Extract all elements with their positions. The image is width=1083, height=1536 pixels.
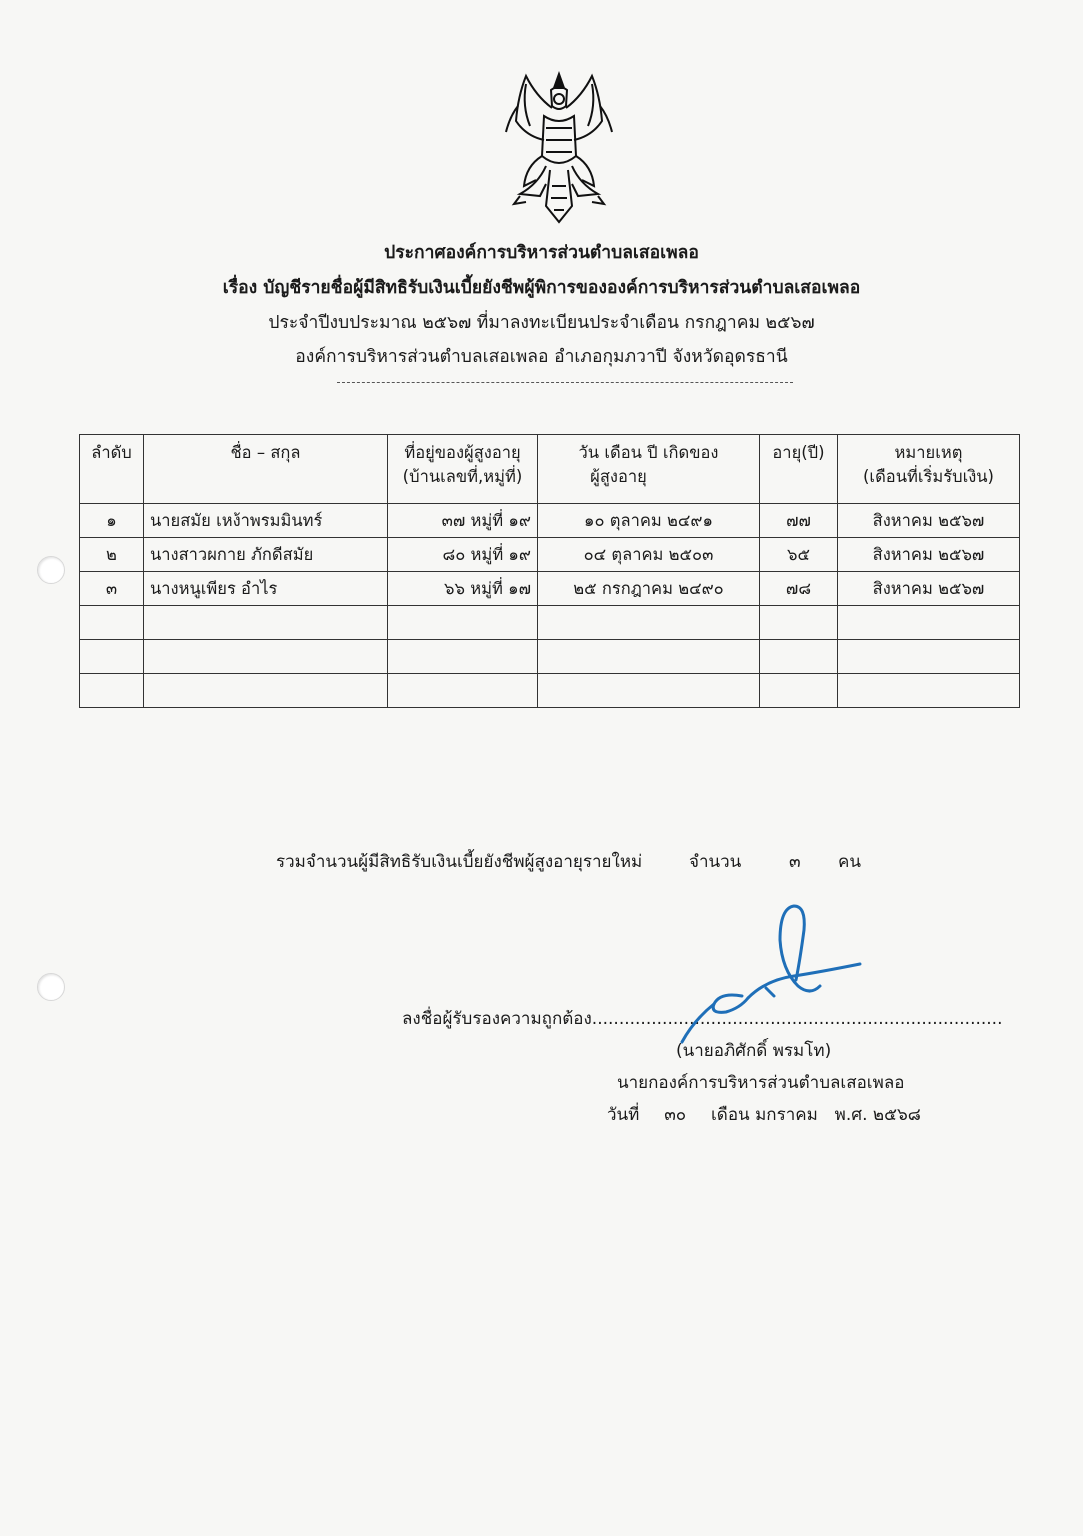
cell-name: นางหนูเพียร อำไร [144,572,388,606]
header-divider [337,382,793,383]
cell-age: ๗๘ [760,572,838,606]
table-header-row [80,435,1020,504]
date-label: วันที่ [607,1105,640,1125]
header-name: ชื่อ – สกุล [144,435,388,504]
cell-name: นายสมัย เหง้าพรมมินทร์ [144,504,388,538]
empty-table-row [80,606,1020,640]
header-remark-line2: (เดือนที่เริ่มรับเงิน) [863,467,994,486]
signer-name: (นายอภิศักดิ์ พรมโท) [676,1041,832,1061]
date-year-label: พ.ศ. [834,1105,868,1125]
cell-remark: สิงหาคม ๒๕๖๗ [838,504,1020,538]
header-remark-line1: หมายเหตุ [894,443,963,462]
table-row [80,504,1020,538]
header-remark [838,435,1020,504]
cell-name: นางสาวผกาย ภักดีสมัย [144,538,388,572]
empty-table-row [80,674,1020,708]
header-address-line1: ที่อยู่ของผู้สูงอายุ [404,443,521,462]
summary-text: รวมจำนวนผู้มีสิทธิรับเงินเบี้ยยังชีพผู้สูงอายุรายใหม่ [276,852,643,872]
garuda-emblem-icon [496,66,622,232]
summary-count: ๓ [789,852,801,872]
date-month: มกราคม [755,1105,818,1125]
cell-no: ๒ [80,538,144,572]
cell-dob: ๒๕ กรกฎาคม ๒๔๙๐ [538,572,760,606]
cell-dob: ๐๔ ตุลาคม ๒๕๐๓ [538,538,760,572]
beneficiary-table [79,434,1020,708]
cell-no: ๓ [80,572,144,606]
signature-date [607,1101,921,1128]
table-row [80,538,1020,572]
announcement-subject: เรื่อง บัญชีรายชื่อผู้มีสิทธิรับเงินเบี้ยยังชีพผู้พิการขององค์การบริหารส่วนตำบลเสอเพลอ [222,278,861,298]
cell-age: ๗๗ [760,504,838,538]
header-dob [538,435,760,504]
fiscal-year-line: ประจำปีงบประมาณ ๒๕๖๗ ที่มาลงทะเบียนประจำเดือน กรกฎาคม ๒๕๖๗ [268,313,815,333]
header-age: อายุ(ปี) [760,435,838,504]
cell-no: ๑ [80,504,144,538]
cell-age: ๖๕ [760,538,838,572]
header-address-line2: (บ้านเลขที่,หมู่ที่) [402,467,523,486]
punch-hole-lower [37,973,65,1001]
empty-table-row [80,640,1020,674]
summary-count-label: จำนวน [689,852,742,872]
header-no: ลำดับ [80,435,144,504]
cell-remark: สิงหาคม ๒๕๖๗ [838,572,1020,606]
date-year: ๒๕๖๘ [872,1105,921,1125]
header-address [388,435,538,504]
cell-remark: สิงหาคม ๒๕๖๗ [838,538,1020,572]
punch-hole-upper [37,556,65,584]
table-row [80,572,1020,606]
cell-dob: ๑๐ ตุลาคม ๒๔๙๑ [538,504,760,538]
cell-address: ๓๗ หมู่ที่ ๑๙ [388,504,538,538]
cell-address: ๘๐ หมู่ที่ ๑๙ [388,538,538,572]
date-month-label: เดือน [711,1105,750,1125]
organization-line: องค์การบริหารส่วนตำบลเสอเพลอ อำเภอกุมภวาปี จังหวัดอุดรธานี [295,347,788,367]
date-day: ๓๐ [664,1105,687,1125]
handwritten-signature [670,900,870,1050]
signature-line: ลงชื่อผู้รับรองความถูกต้อง............................................................................ [402,1009,1003,1029]
header-dob-line2: ผู้สูงอายุ [590,467,647,486]
cell-address: ๖๖ หมู่ที่ ๑๗ [388,572,538,606]
announcement-title: ประกาศองค์การบริหารส่วนตำบลเสอเพลอ [384,243,699,263]
summary-unit: คน [838,852,861,872]
header-dob-line1: วัน เดือน ปี เกิดของ [578,443,719,462]
signer-position: นายกองค์การบริหารส่วนตำบลเสอเพลอ [617,1073,905,1093]
